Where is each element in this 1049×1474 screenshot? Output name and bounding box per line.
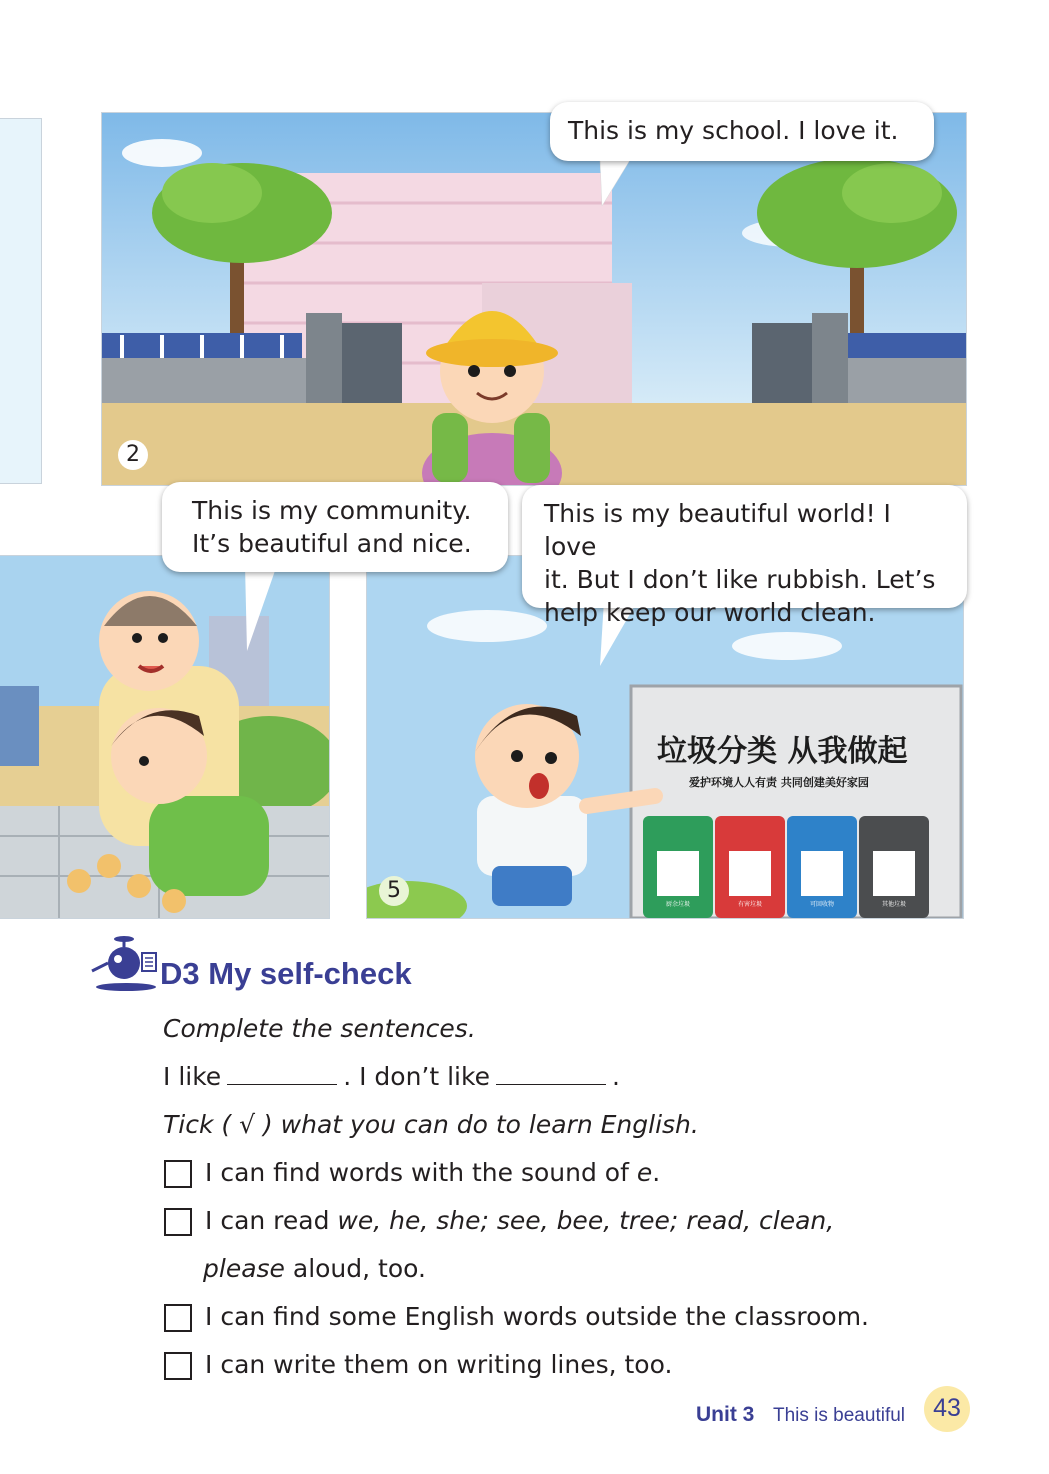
- panel-2-school: [101, 112, 967, 486]
- checkbox-read-aloud[interactable]: [164, 1208, 192, 1236]
- bubble-text-line1: This is my beautiful world! I love: [544, 499, 891, 561]
- bubble-text-line2: It’s beautiful and nice.: [192, 529, 472, 558]
- checklist-item-find-words: I can find some English words outside the classroom.: [205, 1302, 869, 1331]
- item-text: I can find words with the sound of: [205, 1158, 637, 1187]
- bubble-text-line3: help keep our world clean.: [544, 598, 876, 627]
- checkbox-find-words[interactable]: [164, 1304, 192, 1332]
- blank-like[interactable]: [227, 1062, 337, 1085]
- bubble-text: This is my school. I love it.: [568, 116, 899, 145]
- instruction-complete: Complete the sentences.: [163, 1014, 476, 1043]
- checklist-item-sound-e: [205, 1158, 660, 1187]
- fill-in-sentence: [163, 1062, 620, 1091]
- speech-bubble-world: [522, 485, 967, 627]
- footer-unit: Unit 3: [696, 1403, 755, 1426]
- sign-title: 垃圾分类 从我做起: [657, 734, 908, 769]
- item-text: I can read: [205, 1206, 338, 1235]
- page-number: 43: [933, 1394, 961, 1422]
- sentence-part-1: I like: [163, 1062, 222, 1091]
- bin-label-food-waste: 厨余垃圾: [665, 902, 690, 908]
- footer-title: This is beautiful: [773, 1405, 906, 1426]
- panel-number-2: 2: [118, 440, 148, 470]
- item-italic: please: [203, 1254, 285, 1283]
- school-illustration: [102, 113, 966, 485]
- bubble-tail-community: [235, 565, 285, 655]
- checkbox-write-lines[interactable]: [164, 1352, 192, 1380]
- bin-label-recyclable: 可回收物: [809, 902, 834, 908]
- checklist-item-read-aloud-cont: [203, 1254, 426, 1283]
- section-title: D3 My self-check: [160, 956, 412, 991]
- robot-icon: [88, 935, 162, 993]
- sentence-part-2: . I don’t like: [343, 1062, 490, 1091]
- bubble-text-line1: This is my community.: [192, 496, 472, 525]
- bubble-text-line2: it. But I don’t like rubbish. Let’s: [544, 565, 936, 594]
- speech-bubble-community: [162, 482, 508, 572]
- item-italic: we, he, she; see, bee, tree; read, clean,: [337, 1206, 835, 1235]
- checklist-item-write-lines: I can write them on writing lines, too.: [205, 1350, 673, 1379]
- blank-dont-like[interactable]: [496, 1062, 606, 1085]
- checklist-item-read-aloud: [205, 1206, 834, 1235]
- bin-label-residual-waste: 其他垃圾: [881, 902, 906, 908]
- item-suffix: .: [652, 1158, 661, 1187]
- instruction-tick: Tick ( √ ) what you can do to learn English.: [163, 1110, 699, 1139]
- checkbox-sound-e[interactable]: [164, 1160, 192, 1188]
- sign-subtitle: 爱护环境人人有责 共同创建美好家园: [689, 776, 869, 789]
- sentence-part-3: .: [611, 1062, 620, 1091]
- partial-panel-top-left: [0, 118, 42, 484]
- item-italic: e: [636, 1158, 653, 1187]
- bin-label-hazardous-waste: 有害垃圾: [737, 902, 762, 908]
- item-suffix: aloud, too.: [284, 1254, 426, 1283]
- speech-bubble-school: [550, 102, 934, 161]
- panel-number-5: 5: [379, 876, 409, 906]
- bubble-tail-school: [590, 160, 640, 210]
